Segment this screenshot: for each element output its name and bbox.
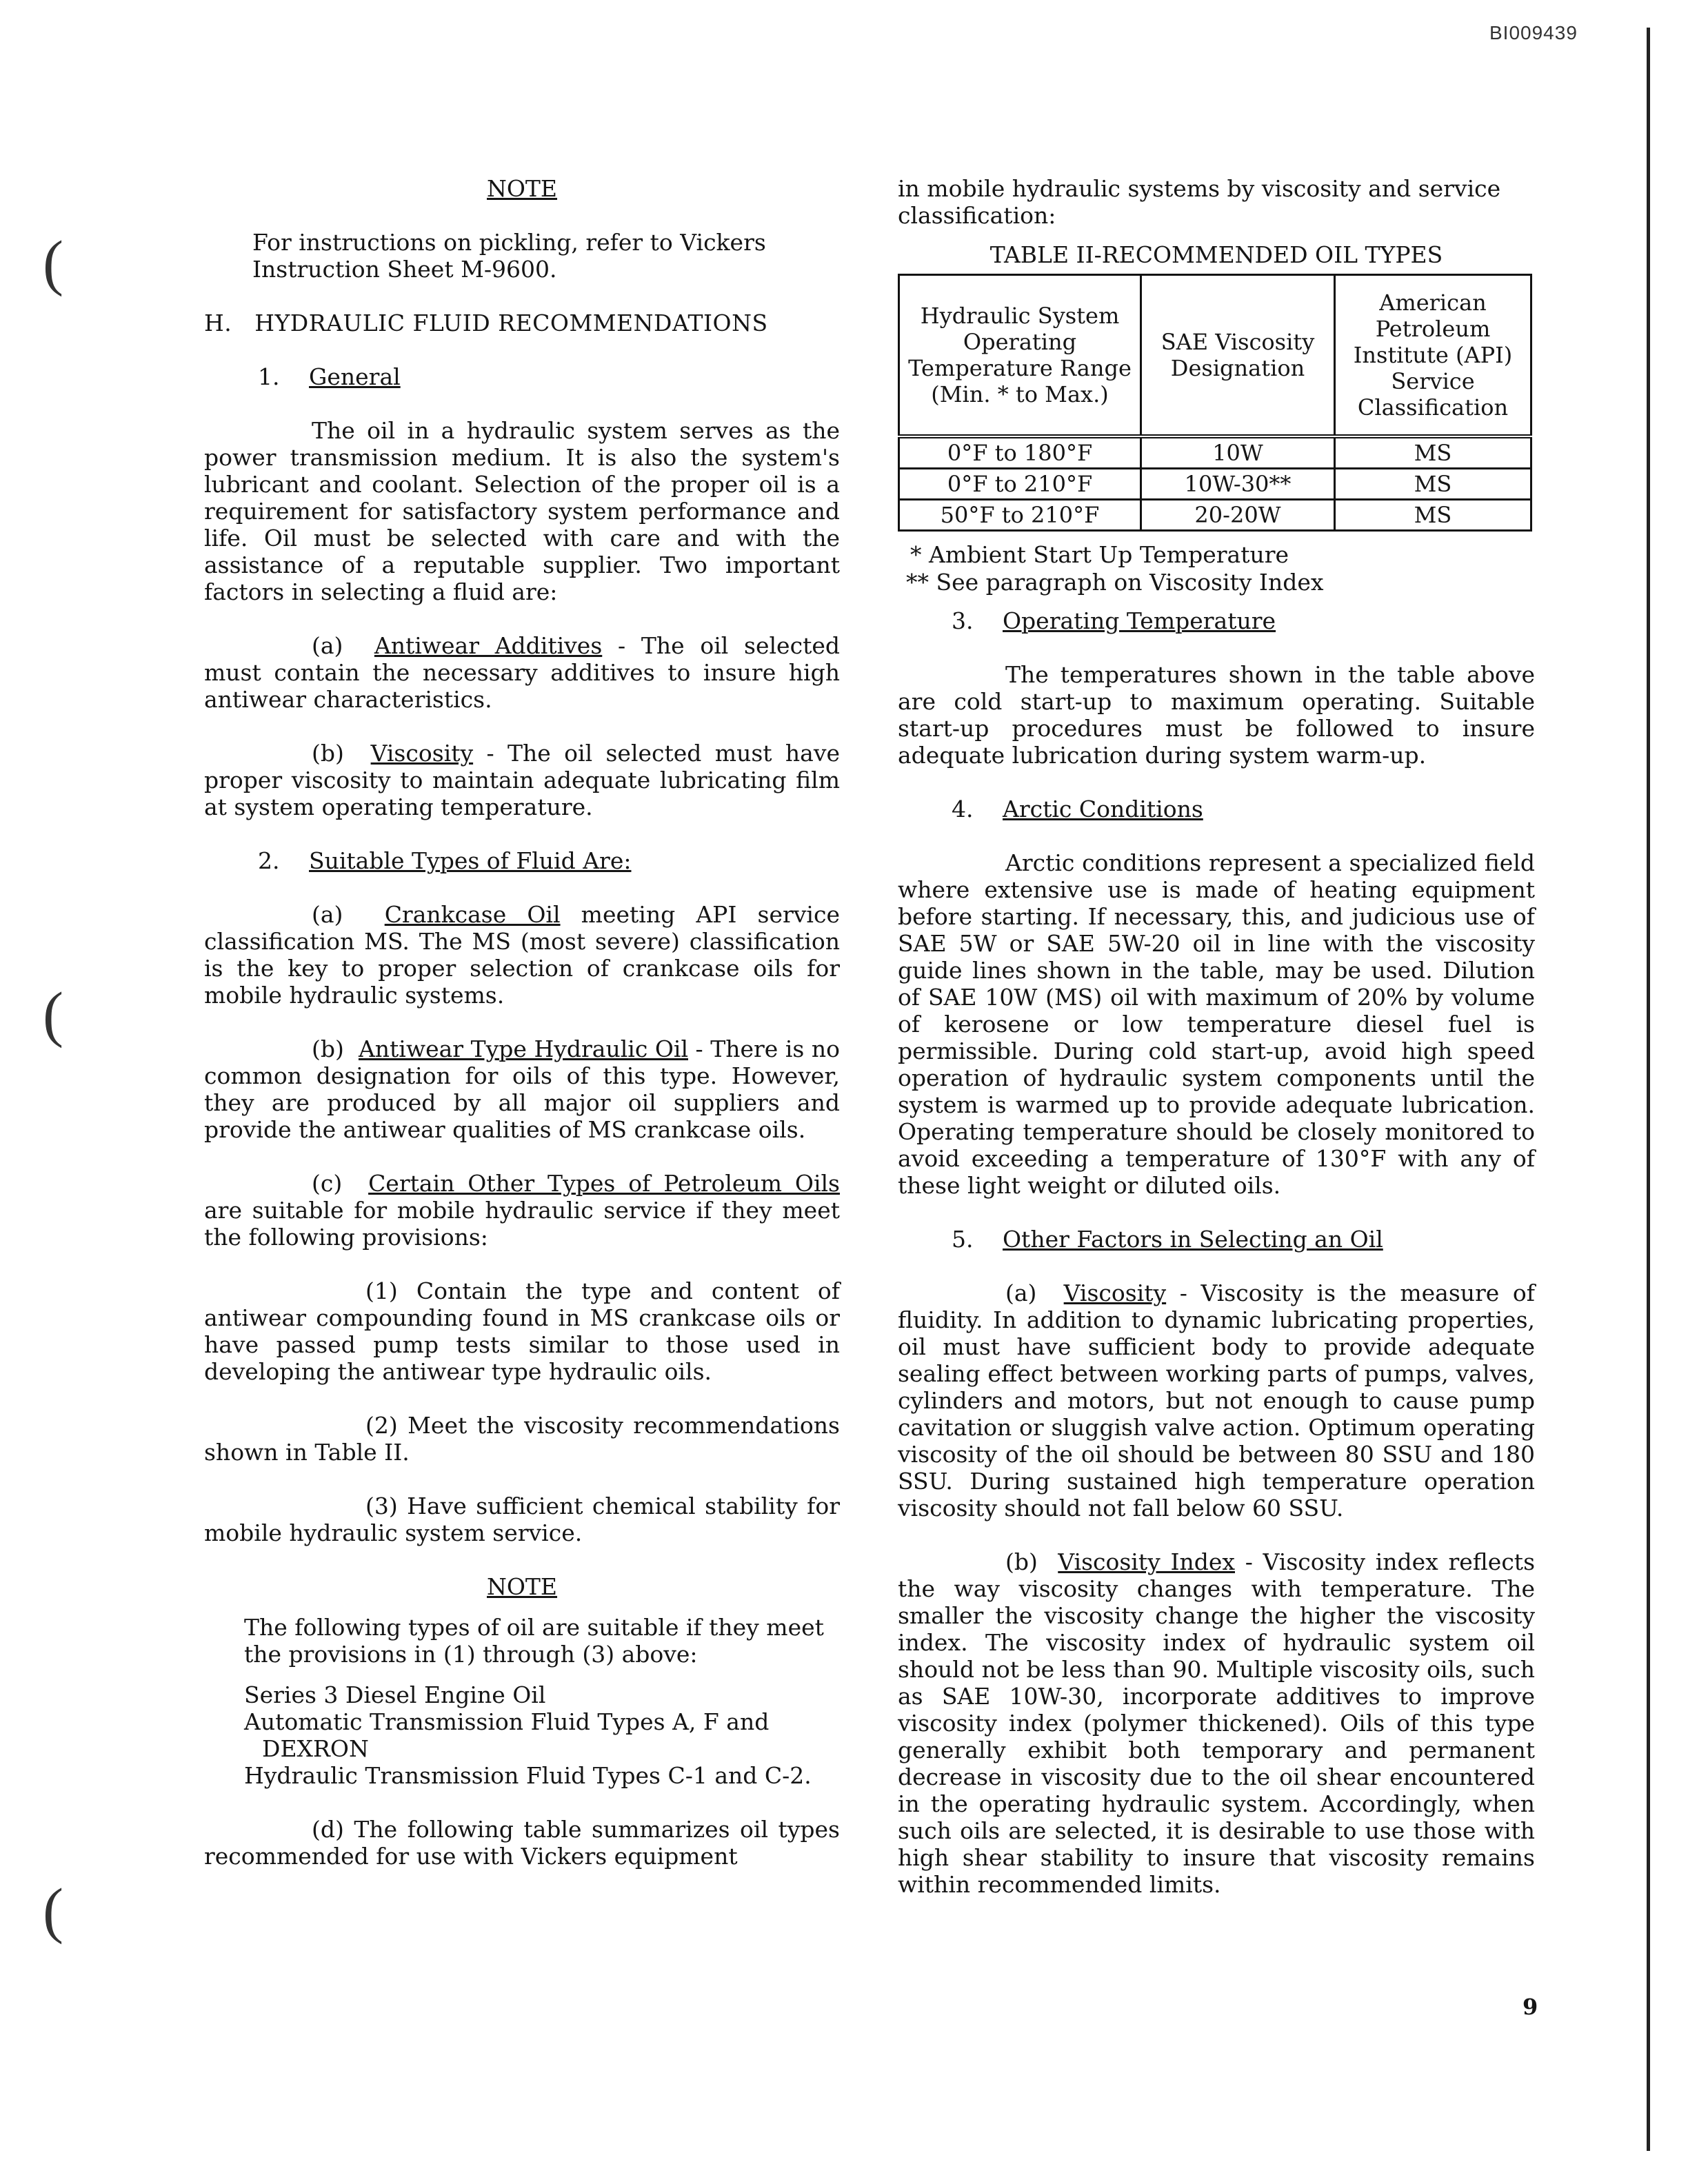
note-title: NOTE: [486, 1573, 558, 1600]
subsection-title: Operating Temperature: [1003, 607, 1276, 634]
document-id: BI009439: [1489, 22, 1578, 43]
item-text: - There is no common designation for oils of this type. However, they are produced by all major oil suppliers and provide the antiwear qualities of MS crankcase oils.: [204, 1035, 841, 1143]
item-title: Antiwear Type Hydraulic Oil: [358, 1035, 688, 1062]
item-title: Viscosity: [370, 740, 474, 767]
item-title: Antiwear Additives: [374, 632, 603, 659]
recommended-oil-types-table: [898, 274, 1532, 532]
note-text: For instructions on pickling, refer to Vickers Instruction Sheet M-9600.: [252, 229, 766, 283]
scan-edge-line: [1647, 28, 1650, 2151]
item-label: (b): [312, 740, 344, 767]
item-label: (c): [312, 1170, 343, 1197]
table-cell: MS: [1335, 469, 1531, 500]
section-heading-h: H. HYDRAULIC FLUID RECOMMENDATIONS: [204, 310, 768, 336]
subsection-number: 5.: [952, 1226, 974, 1253]
subsection-3-heading: [898, 607, 1535, 634]
provision-1: (1) Contain the type and content of antiwear compounding found in MS crankcase oils or have passed pump tests similar to those used in developing the antiwear type hydraulic oils.: [204, 1277, 840, 1385]
item-title: Viscosity: [1063, 1280, 1167, 1306]
subsection-number: 3.: [952, 607, 974, 634]
subsection-title: Arctic Conditions: [1003, 796, 1203, 822]
subsection-title: Other Factors in Selecting an Oil: [1003, 1226, 1383, 1253]
item-label: (b): [312, 1035, 344, 1062]
viscosity-index-paragraph: [898, 1548, 1535, 1898]
item-text: - The oil selected must have proper viscosity to maintain adequate lubricating film at system operating temperature.: [204, 740, 840, 820]
left-column: [204, 175, 840, 1870]
binder-hole-mark: (: [43, 1877, 63, 1945]
item-title: Crankcase Oil: [384, 901, 561, 928]
subsection-4-heading: [898, 796, 1535, 822]
item-title: Viscosity Index: [1058, 1548, 1235, 1575]
table-cell: MS: [1335, 500, 1531, 531]
subsection-title: Suitable Types of Fluid Are:: [309, 847, 632, 874]
subsection-5-heading: [898, 1226, 1535, 1253]
arctic-conditions-paragraph: Arctic conditions represent a specialized field where extensive use is made of heating equipment before starting. If necessary, this, and judicious use of SAE 5W or SAE 5W-20 oil in line with the viscosity guide lines shown in the table, may be used. Dilution of SAE 10W (MS) oil with maximum of 20% by volume of kerosene or low temperature diesel fuel is permissible. During cold start-up, avoid high speed operation of hydraulic system components until the system is warmed up to provide adequate lubrication. Operating temperature should be closely monitored to avoid exceeding a temperature of 130°F with any of these light weight or diluted oils.: [898, 849, 1535, 1199]
subsection-1-heading: [204, 363, 840, 390]
other-petroleum-oils-paragraph: [204, 1170, 840, 1251]
note-list-item: Series 3 Diesel Engine Oil: [244, 1681, 546, 1708]
table-cell: MS: [1335, 436, 1531, 469]
table-header-cell: SAE Viscosity Designation: [1141, 275, 1335, 437]
subsection-number: 2.: [258, 847, 280, 874]
item-title: Certain Other Types of Petroleum Oils: [368, 1170, 840, 1197]
table-cell: 0°F to 180°F: [899, 436, 1141, 469]
table-header-cell: Hydraulic System Operating Temperature Range (Min. * to Max.): [899, 275, 1141, 437]
item-label: (a): [1005, 1280, 1037, 1306]
item-label: (a): [312, 632, 343, 659]
table-row: [899, 469, 1531, 500]
operating-temperature-paragraph: The temperatures shown in the table above are cold start-up to maximum operating. Suitable start-up procedures must be followed to insure adequate lubrication during system warm-up.: [898, 661, 1535, 769]
continued-text: in mobile hydraulic systems by viscosity and service classification:: [898, 175, 1501, 229]
table-footnote: ** See paragraph on Viscosity Index: [906, 569, 1324, 596]
viscosity-measure-paragraph: [898, 1280, 1535, 1521]
provision-2: (2) Meet the viscosity recommendations shown in Table II.: [204, 1412, 840, 1466]
table-cell: 10W-30**: [1141, 469, 1335, 500]
page-number: 9: [1523, 1994, 1538, 2020]
binder-hole-mark: (: [43, 980, 63, 1049]
item-text: - Viscosity index reflects the way viscosity changes with temperature. The smaller the viscosity change the higher the viscosity index. The viscosity index of hydraulic system oil should not be less than 90. Multiple viscosity oils, such as SAE 10W-30, incorporate additives to improve viscosity index (polymer thickened). Oils of this type generally exhibit both temporary and permanent decrease in viscosity due to the oil shear encountered in the operating hydraulic system. Accordingly, when such oils are selected, it is desirable to use those with high shear stability to insure that viscosity remains within recommended limits.: [898, 1548, 1536, 1898]
table-header-row: [899, 275, 1531, 437]
item-text: meeting API service classification MS. The MS (most severe) classification is the key to proper selection of crankcase oils for mobile hydraulic systems.: [204, 901, 840, 1009]
provision-3: (3) Have sufficient chemical stability for mobile hydraulic system service.: [204, 1493, 840, 1546]
general-paragraph: The oil in a hydraulic system serves as the power transmission medium. It is also the system's lubricant and coolant. Selection of the proper oil is a requirement for satisfactory system performance and life. Oil must be selected with care and with the assistance of a reputable supplier. Two important factors in selecting a fluid are:: [204, 417, 840, 605]
table-cell: 10W: [1141, 436, 1335, 469]
note-text: The following types of oil are suitable if they meet the provisions in (1) through (3) above:: [244, 1614, 824, 1668]
item-label: (b): [1005, 1548, 1038, 1575]
antiwear-additives-paragraph: [204, 632, 840, 713]
right-column: [898, 175, 1535, 1898]
item-label: (a): [312, 901, 343, 928]
item-text: are suitable for mobile hydraulic service if they meet the following provisions:: [204, 1197, 840, 1251]
subsection-number: 4.: [952, 796, 974, 822]
antiwear-hydraulic-oil-paragraph: [204, 1035, 840, 1143]
crankcase-oil-paragraph: [204, 901, 840, 1009]
binder-hole-mark: (: [43, 229, 63, 297]
note-title: NOTE: [486, 175, 558, 202]
summary-table-intro: (d) The following table summarizes oil types recommended for use with Vickers equipment: [204, 1816, 840, 1870]
table-footnote: * Ambient Start Up Temperature: [910, 541, 1289, 568]
note-list-item: Automatic Transmission Fluid Types A, F and DEXRON: [244, 1708, 770, 1762]
subsection-title: General: [309, 363, 401, 390]
note-list-item: Hydraulic Transmission Fluid Types C-1 and C-2.: [244, 1762, 812, 1789]
table-row: [899, 500, 1531, 531]
table-cell: 50°F to 210°F: [899, 500, 1141, 531]
table-row: [899, 436, 1531, 469]
table-header-cell: American Petroleum Institute (API) Service Classification: [1335, 275, 1531, 437]
table-title: TABLE II-RECOMMENDED OIL TYPES: [989, 241, 1443, 268]
table-cell: 20-20W: [1141, 500, 1335, 531]
item-text: - The oil selected must contain the necessary additives to insure high antiwear characteristics.: [204, 632, 840, 713]
item-text: - Viscosity is the measure of fluidity. In addition to dynamic lubricating properties, oil must have sufficient body to provide adequate sealing effect between working parts of pumps, valves, cylinders and motors, but not enough to cause pump cavitation or sluggish valve action. Optimum operating viscosity of the oil should be between 80 SSU and 180 SSU. During sustained high temperature operation viscosity should not fall below 60 SSU.: [898, 1280, 1536, 1521]
subsection-number: 1.: [258, 363, 280, 390]
note-block: [204, 1614, 840, 1789]
viscosity-paragraph: [204, 740, 840, 820]
table-cell: 0°F to 210°F: [899, 469, 1141, 500]
subsection-2-heading: [204, 847, 840, 874]
